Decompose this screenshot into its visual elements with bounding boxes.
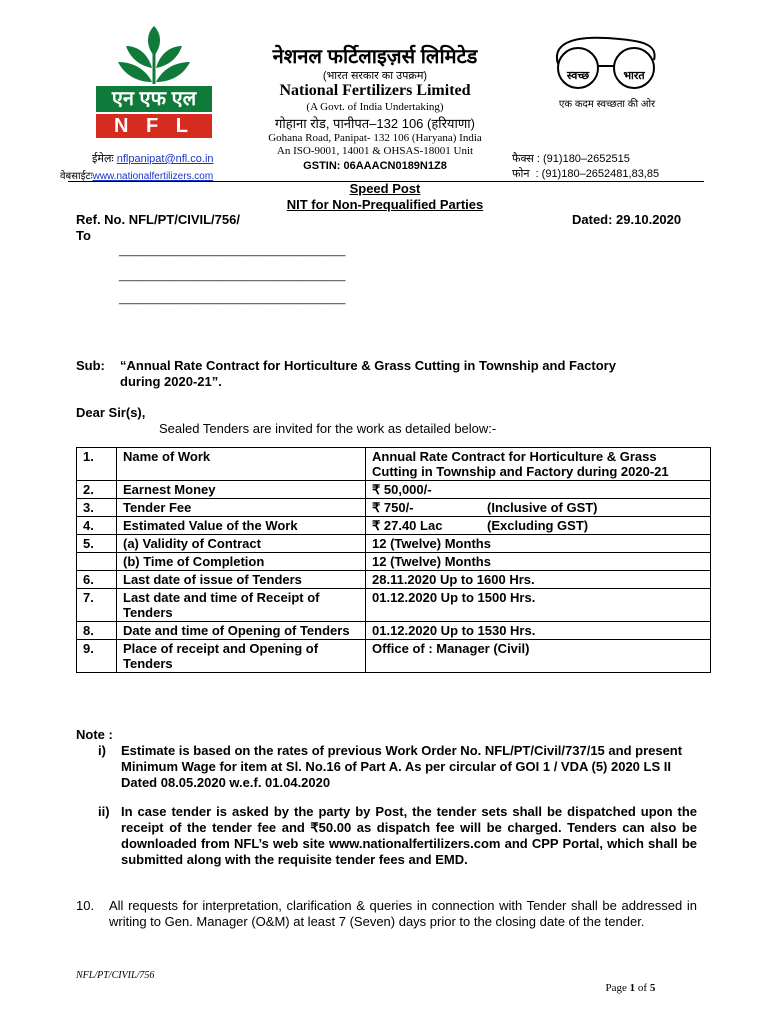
row-value: [366, 553, 711, 571]
company-name-hindi: नेशनल फर्टिलाइज़र्स लिमिटेड: [272, 46, 478, 68]
row-number: [77, 553, 117, 571]
row-value: [366, 640, 711, 673]
row-value-text: ₹ 50,000/-: [372, 482, 432, 497]
website-label: वेबसाईटः: [60, 171, 93, 182]
address-hindi: गोहाना रोड, पानीपत–132 106 (हरियाणा): [275, 116, 475, 131]
address-blank-line-1: _____________________________________: [119, 245, 346, 257]
govt-undertaking-english: (A Govt. of India Undertaking): [306, 101, 444, 113]
row-value-text: 01.12.2020 Up to 1500 Hrs.: [372, 590, 536, 605]
spectacles-icon: [532, 30, 682, 90]
logo-english-text: N F L: [96, 114, 212, 138]
row-value: [366, 448, 711, 481]
row-value-text: 01.12.2020 Up to 1530 Hrs.: [372, 623, 536, 638]
item-10-number: 10.: [76, 898, 95, 913]
table-row: [77, 535, 711, 553]
tender-details-table: [76, 447, 711, 673]
subject-label: Sub:: [76, 358, 105, 373]
table-row: [77, 589, 711, 622]
page-number: [600, 970, 655, 994]
note-i-text: Estimate is based on the rates of previous Work Order No. NFL/PT/Civil/737/15 and present Minimum Wage for item at Sl. No.16 of Part A. As per circular of GOI 1 / VDA (5) 2020 LS II Dated 08.05.2020 w.e.f. 01.04.2020: [121, 743, 683, 790]
table-row: [77, 622, 711, 640]
row-value-text: 28.11.2020 Up to 1600 Hrs.: [372, 572, 535, 587]
page-current: 1: [629, 982, 636, 994]
row-value: [366, 535, 711, 553]
fax-number: फैक्स : (91)180–2652515: [512, 153, 630, 165]
row-value-text: ₹ 27.40 Lac: [372, 518, 443, 533]
table-row: [77, 481, 711, 499]
row-item: Estimated Value of the Work: [117, 517, 366, 535]
row-number: 2.: [77, 481, 117, 499]
row-item: Tender Fee: [117, 499, 366, 517]
address-blank-line-2: _____________________________________: [119, 270, 346, 282]
note-ii-text: In case tender is asked by the party by Post, the tender sets shall be dispatched upon the receipt of the tender fee and ₹50.00 as dispatch fee will be charged. Tenders can also be downloaded from NFL’s web site www.nationalfertilizers.com and CPP Portal, which shall be submitted along with the requisite tender fees and EMD.: [121, 804, 697, 867]
to-label: To: [76, 228, 91, 243]
page-of: of: [635, 982, 650, 994]
speed-post-title: Speed Post: [349, 181, 421, 196]
row-number: 1.: [77, 448, 117, 481]
row-value-extra: (Inclusive of GST): [487, 500, 598, 515]
nit-title: NIT for Non-Prequalified Parties: [286, 197, 484, 212]
bharat-text: भारत: [623, 70, 645, 82]
subject-line-1: “Annual Rate Contract for Horticulture & Grass Cutting in Township and Factory: [120, 358, 616, 373]
row-item: Last date of issue of Tenders: [117, 571, 366, 589]
row-number: 5.: [77, 535, 117, 553]
row-value: [366, 517, 711, 535]
row-item: (b) Time of Completion: [117, 553, 366, 571]
address-blank-line-3: _____________________________________: [119, 293, 346, 305]
row-value: [366, 481, 711, 499]
email-link[interactable]: nflpanipat@nfl.co.in: [116, 153, 214, 165]
swachh-bharat-logo: [532, 30, 682, 110]
footer-reference: NFL/PT/CIVIL/756: [76, 970, 155, 981]
row-number: 6.: [77, 571, 117, 589]
gstin: GSTIN: 06AAACN0189N1Z8: [303, 160, 447, 172]
row-number: 3.: [77, 499, 117, 517]
email-label: ईमेलः: [92, 153, 114, 165]
table-row: [77, 448, 711, 481]
company-name-english: National Fertilizers Limited: [279, 82, 471, 99]
item-10-text: All requests for interpretation, clarification & queries in connection with Tender shall be addressed in writing to Gen. Manager (O&M) at least 7 (Seven) days prior to the closing date of the tender.: [109, 898, 697, 929]
logo-hindi-text: एन एफ एल: [96, 86, 212, 112]
row-value-text: Annual Rate Contract for Horticulture & Grass Cutting in Township and Factory during 2020-21: [372, 449, 669, 479]
note-ii-label: ii): [98, 804, 110, 819]
intro-text: Sealed Tenders are invited for the work as detailed below:-: [159, 421, 497, 436]
note-label: Note :: [76, 727, 113, 742]
row-item: Place of receipt and Opening of Tenders: [117, 640, 366, 673]
swachh-text: स्वच्छ: [566, 70, 590, 82]
row-item: Last date and time of Receipt of Tenders: [117, 589, 366, 622]
table-row: [77, 571, 711, 589]
row-value: [366, 571, 711, 589]
row-number: 8.: [77, 622, 117, 640]
row-value-text: ₹ 750/-: [372, 500, 414, 515]
table-row: [77, 640, 711, 673]
address-english: Gohana Road, Panipat- 132 106 (Haryana) India: [268, 132, 482, 144]
salutation: Dear Sir(s),: [76, 405, 146, 420]
row-number: 4.: [77, 517, 117, 535]
row-value: [366, 589, 711, 622]
govt-undertaking-hindi: (भारत सरकार का उपक्रम): [322, 70, 428, 82]
email-line: [92, 151, 214, 166]
row-item: (a) Validity of Contract: [117, 535, 366, 553]
row-item: Name of Work: [117, 448, 366, 481]
leaf-icon: [96, 24, 212, 86]
subject-line-2: during 2020-21”.: [120, 374, 222, 389]
row-value: [366, 499, 711, 517]
note-i-label: i): [98, 743, 106, 758]
row-value-text: 12 (Twelve) Months: [372, 554, 491, 569]
row-value: [366, 622, 711, 640]
table-row: [77, 553, 711, 571]
reference-number: Ref. No. NFL/PT/CIVIL/756/: [76, 212, 240, 227]
page-prefix: Page: [605, 982, 630, 994]
row-value-text: Office of : Manager (Civil): [372, 641, 530, 656]
row-value-text: 12 (Twelve) Months: [372, 536, 491, 551]
website-link[interactable]: www.nationalfertilizers.com: [92, 171, 214, 182]
row-number: 7.: [77, 589, 117, 622]
row-item: Earnest Money: [117, 481, 366, 499]
row-item: Date and time of Opening of Tenders: [117, 622, 366, 640]
iso-certification: An ISO-9001, 14001 & OHSAS-18001 Unit: [276, 145, 474, 157]
swachh-tagline: एक कदम स्वच्छता की ओर: [558, 99, 656, 110]
row-number: 9.: [77, 640, 117, 673]
row-value-extra: (Excluding GST): [487, 518, 589, 533]
phone-number: फोन : (91)180–2652481,83,85: [512, 168, 660, 180]
table-row: [77, 499, 711, 517]
table-row: [77, 517, 711, 535]
page-total: 5: [649, 982, 656, 994]
letter-date: Dated: 29.10.2020: [572, 212, 682, 227]
nfl-logo: [96, 24, 212, 138]
website-line: [60, 168, 213, 182]
